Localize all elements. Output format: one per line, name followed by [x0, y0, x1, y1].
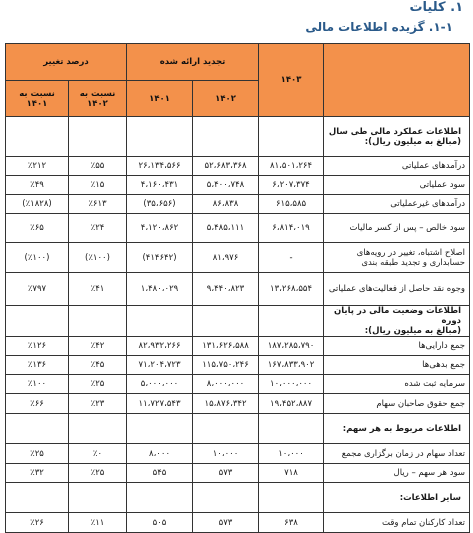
- header-year-1401: ۱۴۰۱: [127, 81, 193, 117]
- section-title-text: سایر اطلاعات:: [399, 492, 462, 503]
- cell-vs1402: ٪۴۵: [69, 356, 127, 375]
- section-title: [324, 306, 470, 337]
- section-empty-cell: [127, 306, 193, 337]
- section-empty-cell: [193, 414, 259, 444]
- cell-y1403: ۱۶۷،۸۳۳،۹۰۲: [259, 356, 324, 375]
- cell-y1401: ۱۱،۷۲۷،۵۴۳: [127, 394, 193, 414]
- section-empty-cell: [69, 306, 127, 337]
- cell-vs1401: ٪۴۹: [6, 176, 69, 195]
- cell-vs1401: ٪۱۲۶: [6, 337, 69, 356]
- financial-summary-table: [5, 43, 470, 533]
- cell-y1402: ۸،۰۰۰،۰۰۰: [193, 375, 259, 394]
- cell-y1401: (۴۱۴۶۴۲): [127, 243, 193, 273]
- header-vs-1402: نسبت به ۱۴۰۲: [69, 81, 127, 117]
- cell-y1403: ۶۳۸: [259, 513, 324, 533]
- cell-y1402: ۸۱،۹۷۶: [193, 243, 259, 273]
- cell-y1403: ۱۸۷،۲۸۵،۷۹۰: [259, 337, 324, 356]
- cell-y1401: ۵،۰۰۰،۰۰۰: [127, 375, 193, 394]
- section-empty-cell: [193, 483, 259, 513]
- row-label: سود خالص – پس از کسر مالیات: [324, 214, 470, 243]
- section-header-row: [6, 117, 470, 157]
- table-row: [6, 513, 470, 533]
- cell-y1402: ۸۶،۸۳۸: [193, 195, 259, 214]
- cell-y1402: ۵،۴۰۰،۷۴۸: [193, 176, 259, 195]
- table-row: [6, 243, 470, 273]
- cell-y1402: ۱۳۱،۶۲۶،۵۸۸: [193, 337, 259, 356]
- section-empty-cell: [127, 117, 193, 157]
- table-row: [6, 157, 470, 176]
- cell-y1402: ۵،۴۸۵،۱۱۱: [193, 214, 259, 243]
- section-empty-cell: [259, 306, 324, 337]
- cell-y1403: ۶،۸۱۴،۰۱۹: [259, 214, 324, 243]
- table-row: [6, 464, 470, 483]
- row-label: درآمدهای عملیاتی: [324, 157, 470, 176]
- section-header-row: [6, 306, 470, 337]
- cell-vs1401: ٪۳۲: [6, 464, 69, 483]
- cell-vs1402: ٪۲۵: [69, 375, 127, 394]
- cell-y1403: ۱۰،۰۰۰: [259, 444, 324, 464]
- section-title: [324, 117, 470, 157]
- section-empty-cell: [259, 117, 324, 157]
- row-label: درآمدهای غیرعملیاتی: [324, 195, 470, 214]
- section-title: [324, 483, 470, 513]
- cell-y1402: ۵۷۳: [193, 513, 259, 533]
- cell-y1401: ۴،۱۲۰،۸۶۲: [127, 214, 193, 243]
- table-row: [6, 176, 470, 195]
- row-label: جمع دارایی‌ها: [324, 337, 470, 356]
- cell-vs1401: ٪۱۰۰: [6, 375, 69, 394]
- row-label: اصلاح اشتباه، تغییر در رویه‌های حسابداری و تجدید طبقه بندی: [324, 243, 470, 273]
- cell-y1401: ۷۱،۲۰۴،۷۲۳: [127, 356, 193, 375]
- table-row: [6, 214, 470, 243]
- cell-y1401: ۲۶،۱۳۴،۵۶۶: [127, 157, 193, 176]
- cell-vs1402: ٪۲۳: [69, 394, 127, 414]
- section-empty-cell: [127, 483, 193, 513]
- cell-y1401: ۸،۰۰۰: [127, 444, 193, 464]
- header-change-group: درصد تغییر: [6, 44, 127, 81]
- section-empty-cell: [259, 414, 324, 444]
- header-year-1402: ۱۴۰۲: [193, 81, 259, 117]
- cell-y1403: ۶۱۵،۵۸۵: [259, 195, 324, 214]
- table-row: [6, 273, 470, 306]
- cell-y1402: ۱۱۵،۷۵۰،۲۴۶: [193, 356, 259, 375]
- cell-y1403: ۱۰،۰۰۰،۰۰۰: [259, 375, 324, 394]
- row-label: سود عملیاتی: [324, 176, 470, 195]
- header-restated-group: تجدید ارائه شده: [127, 44, 259, 81]
- cell-y1402: ۱۰،۰۰۰: [193, 444, 259, 464]
- header-year-1403: ۱۴۰۳: [259, 44, 324, 117]
- cell-vs1401: ٪۲۱۲: [6, 157, 69, 176]
- section-title-text: اطلاعات وضعیت مالی در پایان دوره: [333, 306, 462, 326]
- section-empty-cell: [6, 414, 69, 444]
- cell-vs1402: ٪۶۱۳: [69, 195, 127, 214]
- section-header-row: [6, 414, 470, 444]
- cell-y1402: ۱۵،۸۷۶،۳۴۲: [193, 394, 259, 414]
- section-empty-cell: [69, 414, 127, 444]
- row-label: جمع حقوق صاحبان سهام: [324, 394, 470, 414]
- table-row: [6, 337, 470, 356]
- table-row: [6, 444, 470, 464]
- cell-vs1401: ٪۲۵: [6, 444, 69, 464]
- section-empty-cell: [193, 306, 259, 337]
- cell-vs1402: ٪۱۱: [69, 513, 127, 533]
- cell-vs1401: (٪۱۰۰): [6, 243, 69, 273]
- section-empty-cell: [69, 117, 127, 157]
- cell-vs1402: ٪۲۴: [69, 214, 127, 243]
- section-empty-cell: [69, 483, 127, 513]
- table-row: [6, 394, 470, 414]
- table-row: [6, 195, 470, 214]
- row-label: جمع بدهی‌ها: [324, 356, 470, 375]
- cell-y1403: -: [259, 243, 324, 273]
- cell-vs1401: ٪۶۵: [6, 214, 69, 243]
- section-heading: ۱. کلیات: [409, 0, 463, 15]
- cell-vs1402: ٪۰: [69, 444, 127, 464]
- section-title-text: اطلاعات عملکرد مالی طی سال: [328, 126, 462, 137]
- cell-y1403: ۱۳،۲۶۸،۵۵۴: [259, 273, 324, 306]
- section-subheading: ۱-۱. گزیده اطلاعات مالی: [305, 20, 453, 34]
- table-row: [6, 375, 470, 394]
- cell-vs1401: ٪۱۳۶: [6, 356, 69, 375]
- cell-vs1402: ٪۱۵: [69, 176, 127, 195]
- header-empty-cell: [324, 44, 470, 117]
- cell-y1401: ۴،۱۶۰،۴۳۱: [127, 176, 193, 195]
- cell-y1402: ۵۲،۶۸۳،۳۶۸: [193, 157, 259, 176]
- cell-y1401: ۵۰۵: [127, 513, 193, 533]
- section-empty-cell: [6, 483, 69, 513]
- cell-y1402: ۵۷۳: [193, 464, 259, 483]
- table-row: [6, 356, 470, 375]
- cell-y1401: ۸۲،۹۳۲،۲۶۶: [127, 337, 193, 356]
- cell-vs1402: ٪۵۵: [69, 157, 127, 176]
- cell-vs1402: (٪۱۰۰): [69, 243, 127, 273]
- section-subtitle-text: (مبالغ به میلیون ریال):: [364, 326, 462, 336]
- section-empty-cell: [193, 117, 259, 157]
- cell-vs1402: ٪۴۱: [69, 273, 127, 306]
- cell-y1403: ۷۱۸: [259, 464, 324, 483]
- cell-vs1402: ٪۴۲: [69, 337, 127, 356]
- row-label: تعداد سهام در زمان برگزاری مجمع: [324, 444, 470, 464]
- cell-y1402: ۹،۴۴۰،۸۲۳: [193, 273, 259, 306]
- section-empty-cell: [127, 414, 193, 444]
- row-label: تعداد کارکنان تمام وقت: [324, 513, 470, 533]
- cell-vs1401: ٪۶۶: [6, 394, 69, 414]
- section-empty-cell: [6, 306, 69, 337]
- cell-y1403: ۶،۲۰۷،۳۷۴: [259, 176, 324, 195]
- section-header-row: [6, 483, 470, 513]
- cell-y1403: ۸۱،۵۰۱،۲۶۴: [259, 157, 324, 176]
- section-empty-cell: [6, 117, 69, 157]
- cell-vs1402: ٪۲۵: [69, 464, 127, 483]
- cell-vs1401: ٪۲۶: [6, 513, 69, 533]
- cell-y1403: ۱۹،۴۵۲،۸۸۷: [259, 394, 324, 414]
- section-title: [324, 414, 470, 444]
- row-label: سرمایه ثبت شده: [324, 375, 470, 394]
- cell-y1401: ۵۴۵: [127, 464, 193, 483]
- cell-y1401: (۳۵،۶۵۶): [127, 195, 193, 214]
- header-vs-1401: نسبت به ۱۴۰۱: [6, 81, 69, 117]
- section-subtitle-text: (مبالغ به میلیون ریال):: [364, 136, 462, 147]
- cell-y1401: ۱،۴۸۰،۰۲۹: [127, 273, 193, 306]
- section-empty-cell: [259, 483, 324, 513]
- row-label: سود هر سهم – ریال: [324, 464, 470, 483]
- section-title-text: اطلاعات مربوط به هر سهم:: [342, 423, 462, 434]
- table-body: [6, 117, 470, 533]
- cell-vs1401: (٪۱۸۲۸): [6, 195, 69, 214]
- table-header: [6, 44, 470, 117]
- row-label: وجوه نقد حاصل از فعالیت‌های عملیاتی: [324, 273, 470, 306]
- cell-vs1401: ٪۷۹۷: [6, 273, 69, 306]
